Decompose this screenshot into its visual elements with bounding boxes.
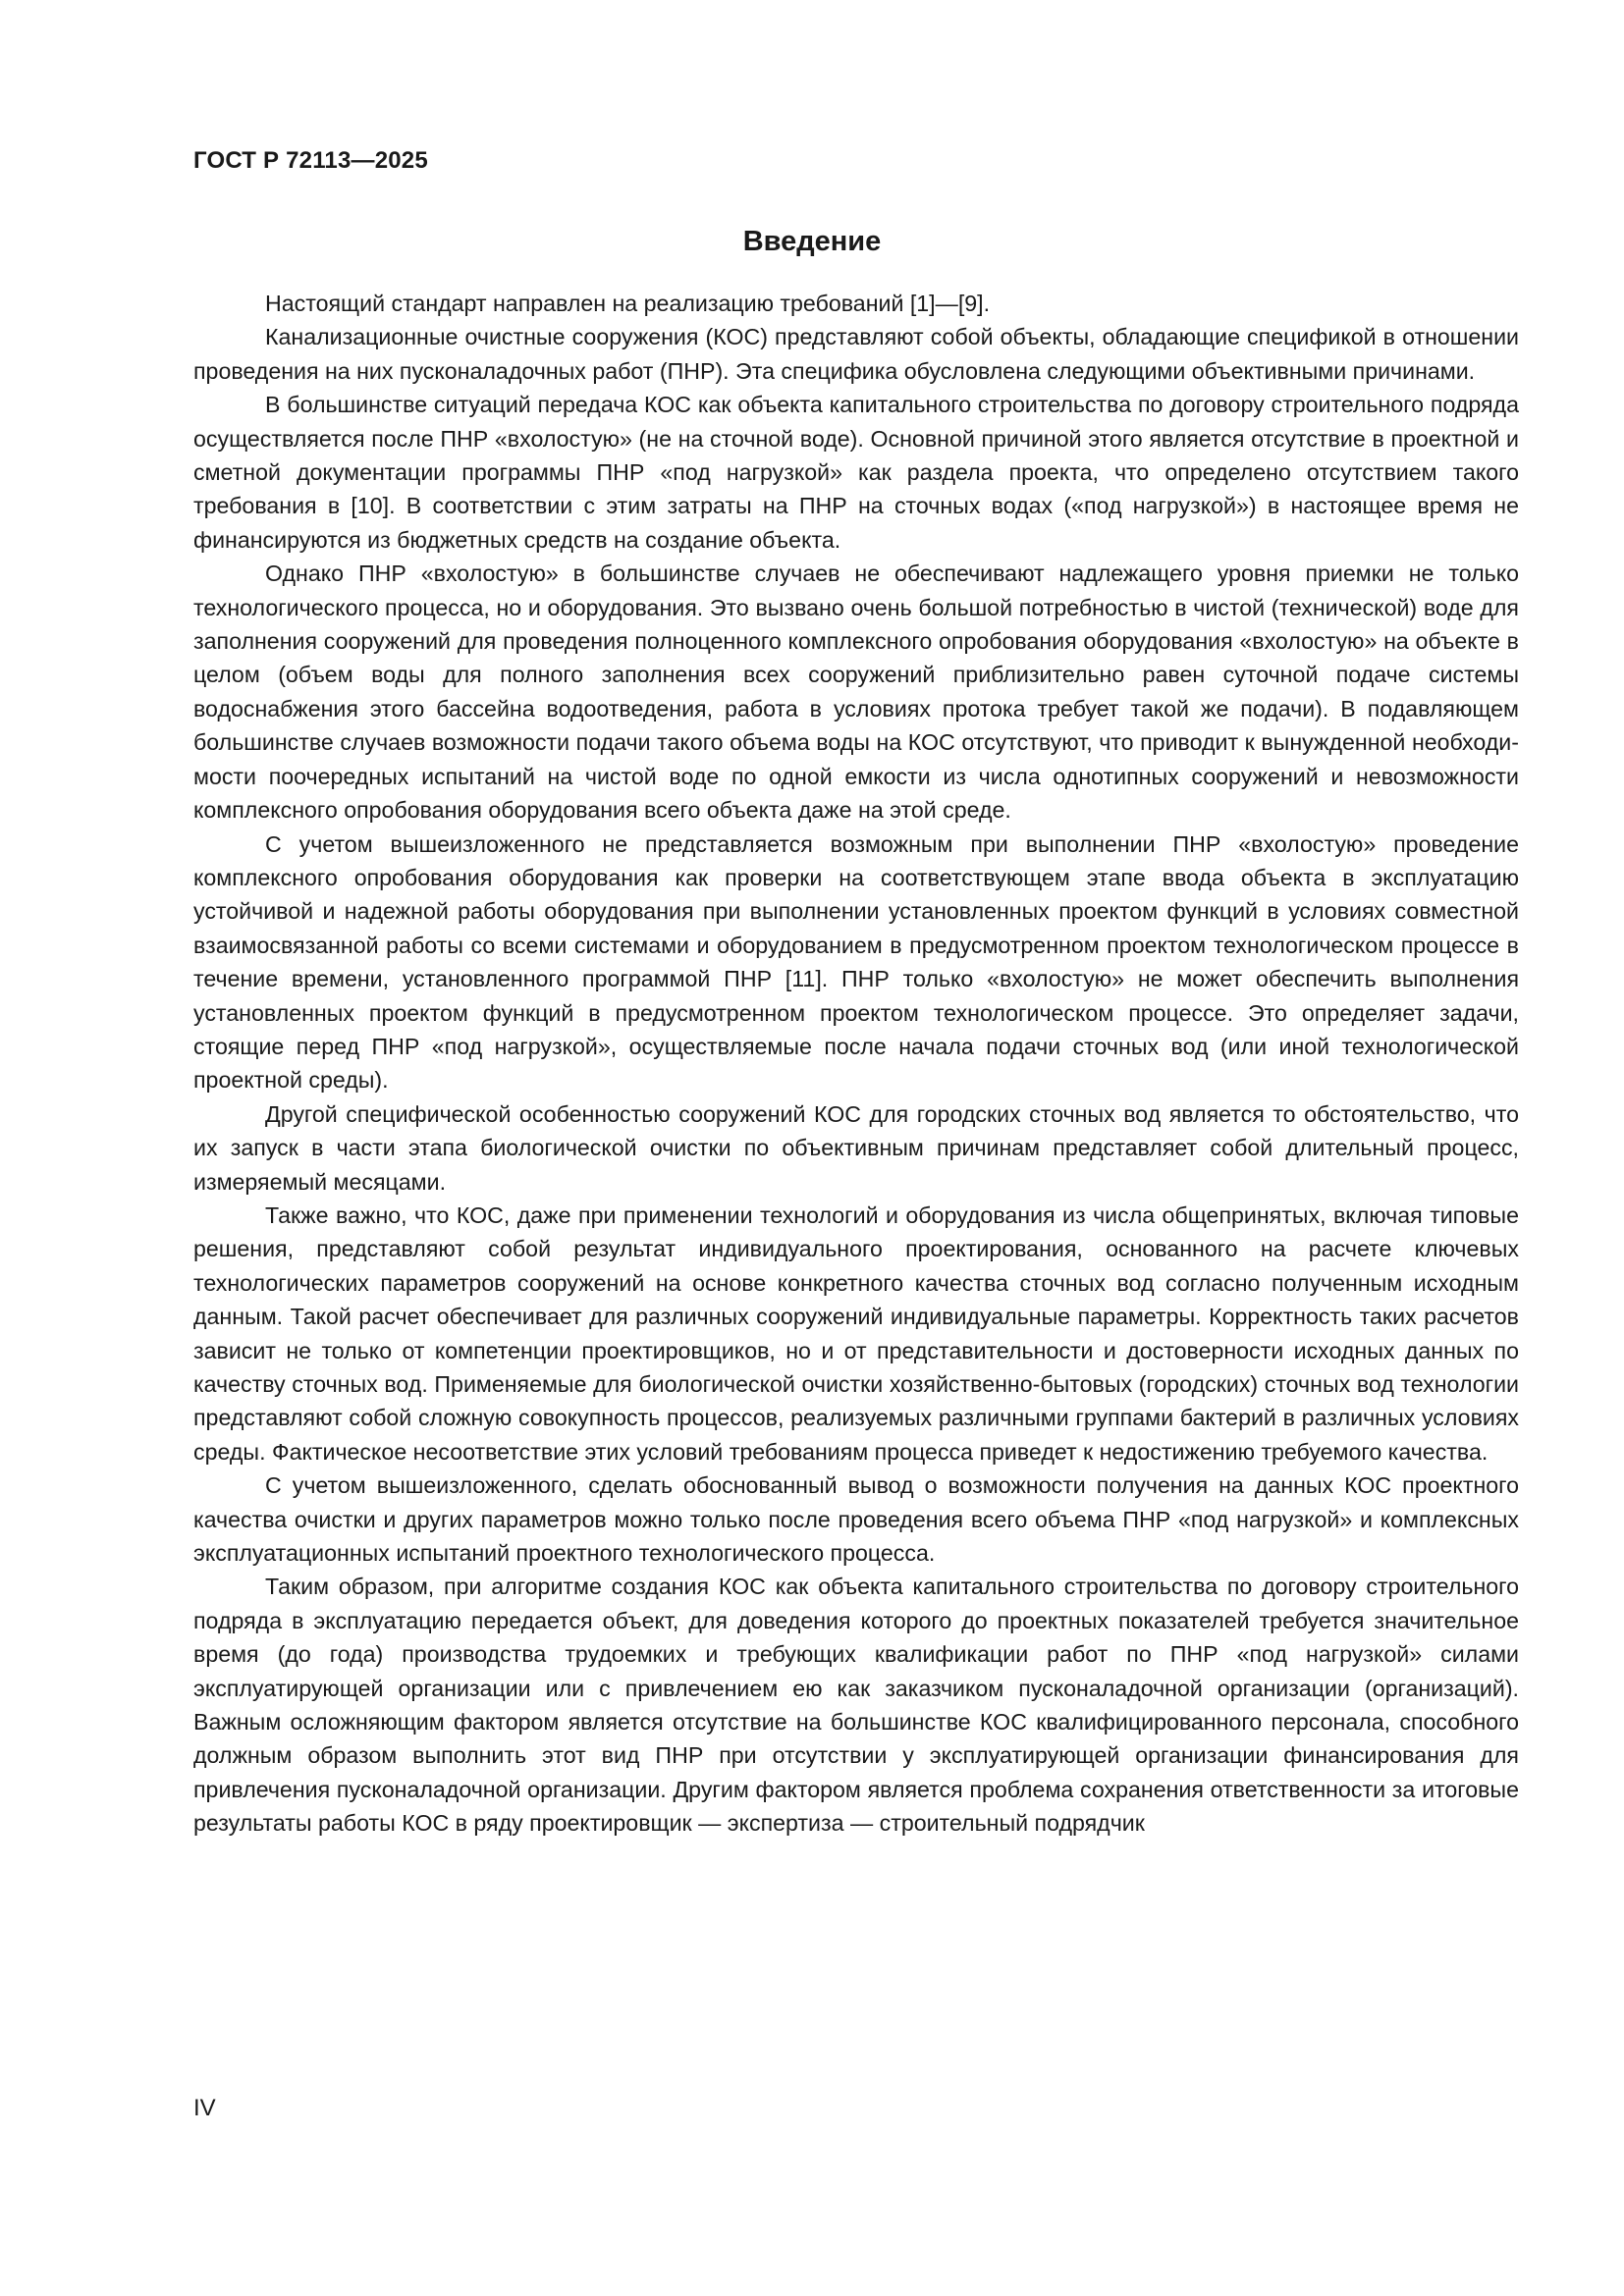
paragraph: В большинстве ситуаций передача КОС как объекта капитального строительства по договору строительного подряда осуществляется после ПНР «вхолостую» (не на сточной воде). Основной причиной этого является отсутствие в проектной и сметной документации программы ПНР «под нагрузкой» как раздела проекта, что определено отсутствием такого требования в [10]. В соответствии с этим затраты на ПНР на сточных водах («под нагрузкой») в настоящее время не финансируются из бюджетных средств на создание объекта. (193, 392, 1519, 553)
paragraph: Таким образом, при алгоритме создания КОС как объекта капитального строительства по договору строительного подряда в эксплуатацию передается объект, для доведения которого до проектных показателей требуется значительное время (до года) производства трудоемких и требующих квалификации работ по ПНР «под нагрузкой» силами эксплуатирующей организации или с привлечением ею как заказчиком пусконаладочной организации (организаций). Важным осложняющим фактором является отсутствие на большинстве КОС квалифицированного персонала, способного должным образом выполнить этот вид ПНР при отсутствии у эксплуатирующей организации финансирования для привлечения пусконаладочной организации. Другим фактором является проблема сохранения ответственности за итоговые результаты работы КОС в ряду проектировщик — экспертиза — строительный подрядчик (193, 1574, 1519, 1837)
paragraph: Также важно, что КОС, даже при применении технологий и оборудования из числа общепринятых, включая типовые решения, представляют собой результат индивидуального проектирования, основанного на расчете ключевых технологических параметров сооружений на основе конкретного качества сточных вод согласно полученным исходным данным. Такой расчет обеспечивает для различных сооружений индивидуальные параметры. Корректность таких расчетов зависит не только от компетенции проектировщиков, но и от представительности и достоверности исходных данных по качеству сточных вод. Применяемые для биологической очистки хозяйственно-бытовых (городских) сточных вод технологии представляют собой сложную совокупность процессов, реализуемых различными группами бактерий в различных условиях среды. Фактическое несоответствие этих условий требованиям процесса приведет к недостижению требуемого качества. (193, 1201, 1519, 1465)
paragraph: Однако ПНР «вхолостую» в большинстве случаев не обеспечивают надлежащего уровня приемки не только технологического процесса, но и оборудования. Это вызвано очень большой потребностью в чистой (технической) воде для заполнения сооружений для проведения полноценного комплексного опробования оборудования «вхолостую» на объекте в целом (объем воды для полного заполнения всех сооружений приблизительно равен суточной подаче системы водоснабжения этого бассейна водоотведения, работа в условиях протока требует такой же подачи). В подавляющем большинстве случаев возможности подачи такого объема воды на КОС отсутствуют, что приводит к вынужденной необходимости поочередных испытаний на чистой воде по одной емкости из числа однотипных сооружений и невозможности комплексного опробования оборудования всего объекта даже на этой среде. (193, 561, 1519, 824)
paragraph: Настоящий стандарт направлен на реализацию требований [1]—[9]. (265, 291, 991, 316)
section-title: Введение (742, 226, 882, 257)
paragraph: С учетом вышеизложенного не представляется возможным при выполнении ПНР «вхолостую» проведение комплексного опробования оборудования как проверки на соответствующем этапе ввода объекта в эксплуатацию устойчивой и надежной работы оборудования при выполнении установленных проектом функций в условиях совместной взаимосвязанной работы со всеми системами и оборудованием в предусмотренном проектом технологическом процессе в течение времени, установленного программой ПНР [11]. ПНР только «вхолостую» не может обеспечить выполнения установленных проектом функций в предусмотренном проектом технологическом процессе. Это определяет задачи, стоящие перед ПНР «под нагрузкой», осуществляемые после начала подачи сточных вод (или иной технологической проектной среды). (193, 830, 1519, 1094)
paragraph: Канализационные очистные сооружения (КОС) представляют собой объекты, обладающие спецификой в отношении проведения на них пусконаладочных работ (ПНР). Эта специфика обусловлена следующими объективными причинами. (193, 324, 1519, 384)
page-number: IV (193, 2095, 216, 2121)
paragraph: Другой специфической особенностью сооружений КОС для городских сточных вод является то обстоятельство, что их запуск в части этапа биологической очистки по объективным причинам представляет собой длительный процесс, измеряемый месяцами. (193, 1100, 1519, 1195)
paragraph: С учетом вышеизложенного, сделать обоснованный вывод о возможности получения на данных КОС проектного качества очистки и других параметров можно только после проведения всего объема ПНР «под нагрузкой» и комплексных эксплуатационных испытаний проектного технологического процесса. (193, 1472, 1519, 1567)
standard-id-header: ГОСТ Р 72113—2025 (193, 147, 428, 174)
document-body (193, 287, 1519, 1841)
